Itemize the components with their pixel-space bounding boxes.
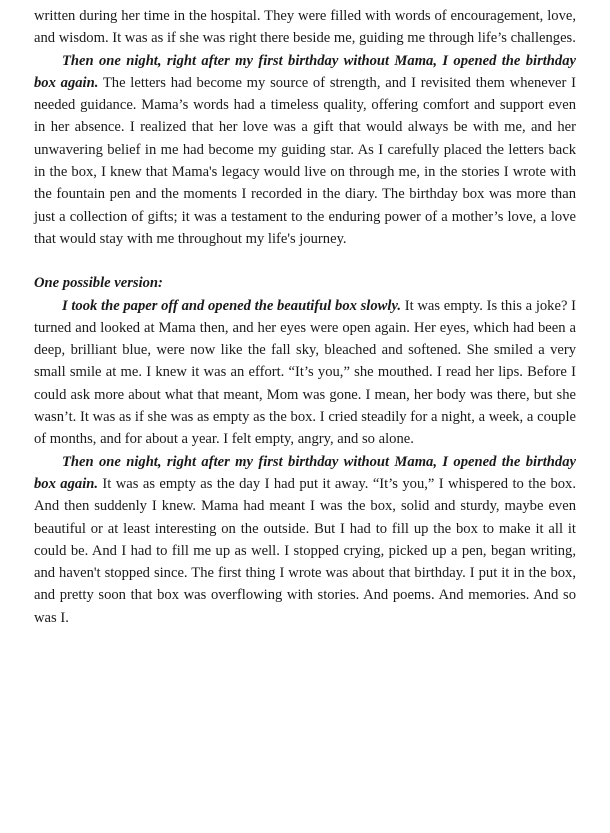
section-gap (34, 250, 576, 272)
paragraph-4 (34, 451, 576, 629)
paragraph-2-lead: Then one night, right after my first birthday without Mama, I opened the birthday box again. (34, 52, 576, 91)
paragraph-4-text: It was as empty as the day I had put it away. “It’s you,” I whispered to the box. And then suddenly I knew. Mama had meant I was the box, solid and sturdy, maybe even beautiful or at least interesting on the outside. But I had to fill up the box to make it all it could be. And I had to fill me up as well. I stopped crying, picked up a pen, began writing, and haven't stopped since. The first thing I wrote was about that birthday. I put it in the box, and pretty soon that box was overflowing with stories. And poems. And memories. And so was I. (34, 475, 576, 626)
paragraph-1: written during her time in the hospital. They were filled with words of encouragement, love, and wisdom. It was as if she was right there beside me, guiding me through life’s challenges. (34, 8, 576, 47)
paragraph-4-lead: Then one night, right after my first birthday without Mama, I opened the birthday box again. (34, 453, 576, 492)
section-label: One possible version: (34, 275, 163, 292)
paragraph-2 (34, 50, 576, 251)
paragraph-3-lead: I took the paper off and opened the beautiful box slowly. (62, 297, 402, 314)
paragraph-2-text: The letters had become my source of strength, and I revisited them whenever I needed guidance. Mama’s words had a timeless quality, offering comfort and support even in her absence. I realized that her love was a gift that would always be with me, and her unwavering belief in me had become my guiding star. As I carefully placed the letters back in the box, I knew that Mama's legacy would live on through me, in the stories I wrote with the fountain pen and the moments I recorded in the diary. The birthday box was more than just a collection of gifts; it was a testament to the enduring power of a mother’s love, a love that would stay with me throughout my life's journey. (34, 74, 576, 247)
paragraph-3 (34, 295, 576, 451)
paragraph-3-text: It was empty. Is this a joke? I turned and looked at Mama then, and her eyes were open again. Her eyes, which had been a deep, brilliant blue, were now like the fall sky, bleached and softened. She smiled a very small smile at me. I knew it was an effort. “It’s you,” she mouthed. I read her lips. Before I could ask more about what that meant, Mom was gone. I mean, her body was there, but she wasn’t. It was as if she was as empty as the box. I cried steadily for a night, a week, a couple of months, and for about a year. I felt empty, angry, and so alone. (34, 297, 576, 448)
